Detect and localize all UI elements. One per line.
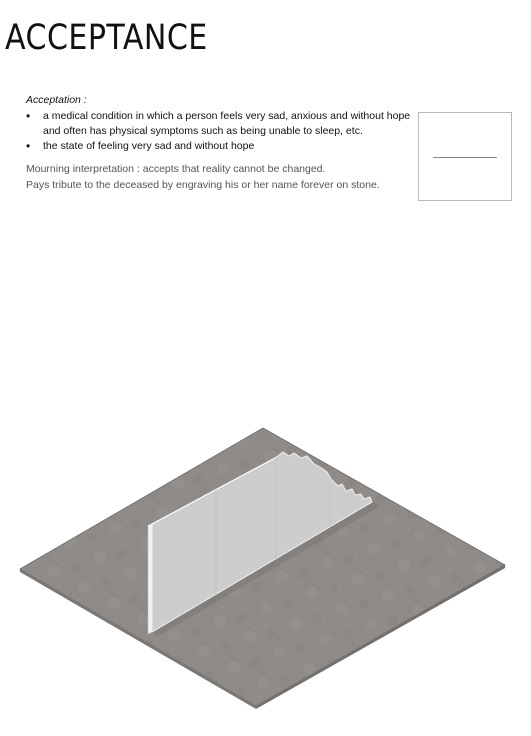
page-title: ACCEPTANCE — [5, 18, 208, 58]
definition-term: Acceptation : — [26, 94, 87, 106]
isometric-illustration — [0, 400, 531, 736]
definition-list — [26, 109, 416, 154]
definition-item: • the state of feeling very sad and without hope — [26, 139, 416, 154]
thumbnail-line — [433, 157, 497, 158]
definition-item: • a medical condition in which a person feels very sad, anxious and without hope and often has physical symptoms such as being unable to sleep, etc. — [26, 109, 416, 139]
wall-edge — [148, 524, 152, 634]
mourning-interpretation — [26, 162, 426, 193]
interpretation-line: Pays tribute to the deceased by engraving his or her name forever on stone. — [26, 178, 380, 191]
definition-block — [26, 93, 416, 154]
interpretation-line: Mourning interpretation : accepts that reality cannot be changed. — [26, 163, 326, 175]
thumbnail-frame — [418, 112, 512, 201]
